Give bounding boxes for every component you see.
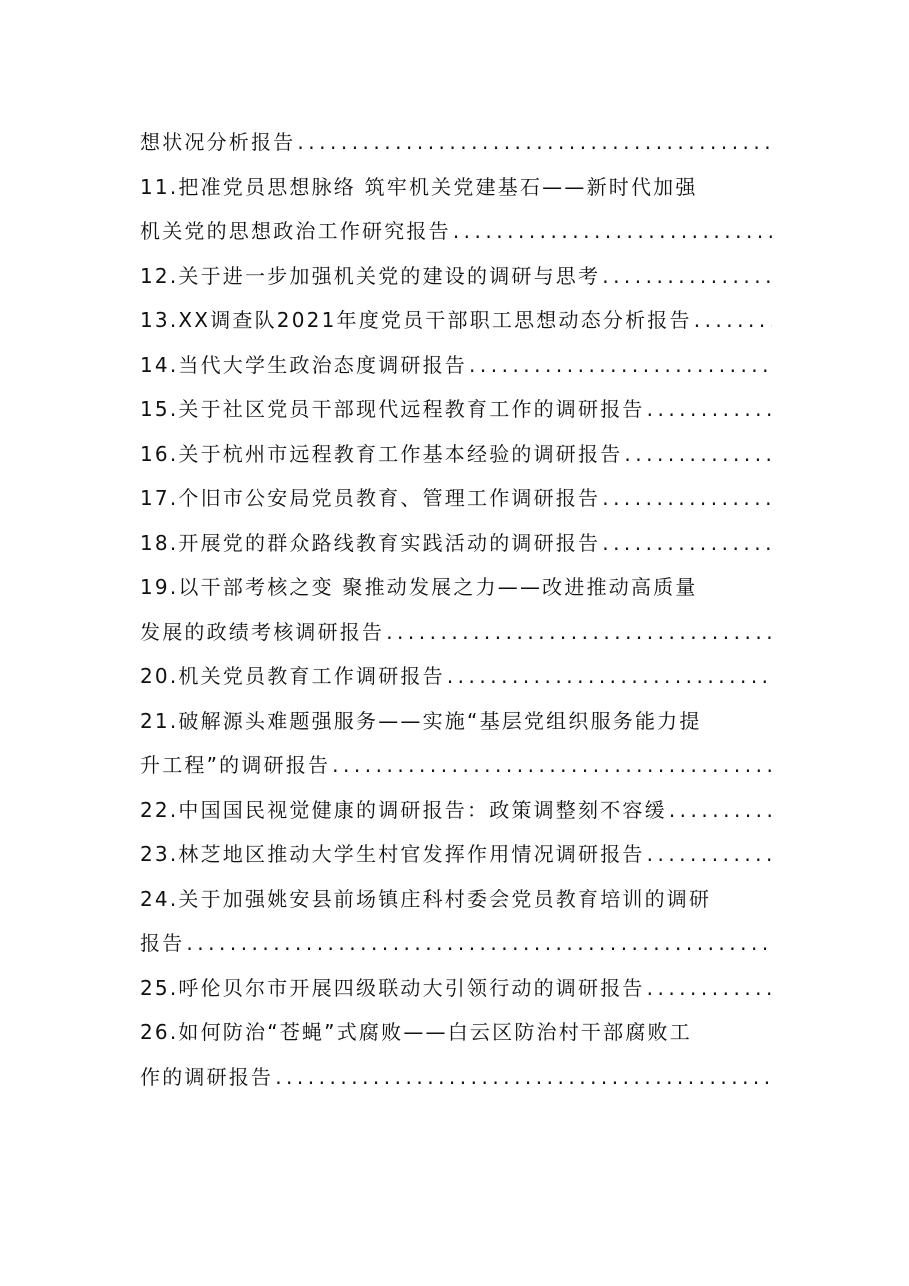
toc-dot-leader [273,1055,772,1100]
toc-entry-text: 机关党的思想政治工作研究报告 [140,219,451,243]
toc-entry-text: 23.林芝地区推动大学生村官发挥作用情况调研报告 [140,842,645,866]
toc-entry-line-wrapped [140,699,772,744]
toc-entry-text: 13.XX调查队2021年度党员干部职工思想动态分析报告 [140,308,692,332]
toc-entry-line [140,1055,772,1100]
toc-dot-leader [445,654,772,699]
toc-entry-line [140,432,772,477]
toc-dot-leader [667,788,772,833]
toc-entry-line [140,966,772,1011]
toc-dot-leader [645,832,772,877]
toc-entry-line [140,343,772,388]
table-of-contents [140,120,772,1099]
toc-entry-text: 24.关于加强姚安县前场镇庄科村委会党员教育培训的调研 [140,886,712,911]
toc-entry-text: 升工程”的调研报告 [140,753,331,777]
toc-dot-leader [600,254,772,299]
toc-entry-line [140,921,772,966]
toc-entry-line [140,654,772,699]
toc-entry-text: 12.关于进一步加强机关党的建设的调研与思考 [140,263,601,288]
toc-entry-line [140,298,772,343]
toc-entry-text: 25.呼伦贝尔市开展四级联动大引领行动的调研报告 [140,975,645,1000]
toc-entry-line [140,743,772,788]
toc-dot-leader [451,209,772,254]
toc-dot-leader [384,610,772,655]
toc-dot-leader [692,298,772,343]
toc-entry-line [140,120,772,165]
toc-entry-text: 22.中国国民视觉健康的调研报告：政策调整刻不容缓 [140,797,667,822]
toc-entry-line-wrapped [140,1010,772,1055]
toc-entry-line [140,387,772,432]
toc-dot-leader [330,743,772,788]
toc-entry-line-wrapped [140,165,772,210]
toc-entry-text: 报告 [140,931,185,955]
toc-entry-line [140,521,772,566]
toc-entry-line [140,209,772,254]
toc-entry-text: 18.开展党的群众路线教育实践活动的调研报告 [140,530,601,555]
toc-entry-text: 20.机关党员教育工作调研报告 [140,664,445,688]
toc-entry-text: 21.破解源头难题强服务——实施“基层党组织服务能力提 [140,708,702,733]
toc-dot-leader [184,921,772,966]
toc-entry-text: 想状况分析报告 [140,130,296,154]
toc-entry-line [140,832,772,877]
toc-entry-text: 14.当代大学生政治态度调研报告 [140,352,468,377]
toc-entry-text: 26.如何防治“苍蝇”式腐败——白云区防治村干部腐败工 [140,1020,692,1044]
toc-entry-line [140,610,772,655]
toc-dot-leader [600,476,772,521]
toc-entry-line [140,788,772,833]
toc-entry-line [140,476,772,521]
toc-dot-leader [622,432,772,477]
toc-entry-text: 16.关于杭州市远程教育工作基本经验的调研报告 [140,441,623,466]
toc-entry-text: 11.把准党员思想脉络 筑牢机关党建基石——新时代加强 [140,174,698,199]
toc-dot-leader [645,966,772,1011]
toc-dot-leader [295,120,772,165]
toc-dot-leader [600,521,772,566]
toc-entry-text: 15.关于社区党员干部现代远程教育工作的调研报告 [140,397,645,421]
toc-entry-text: 17.个旧市公安局党员教育、管理工作调研报告 [140,486,601,510]
toc-entry-line-wrapped [140,877,772,922]
toc-entry-line-wrapped [140,565,772,610]
toc-entry-text: 发展的政绩考核调研报告 [140,619,385,644]
toc-dot-leader [645,387,772,432]
toc-entry-text: 19.以干部考核之变 聚推动发展之力——改进推动高质量 [140,575,698,599]
toc-entry-text: 作的调研报告 [140,1064,274,1089]
toc-dot-leader [467,343,772,388]
toc-entry-line [140,254,772,299]
